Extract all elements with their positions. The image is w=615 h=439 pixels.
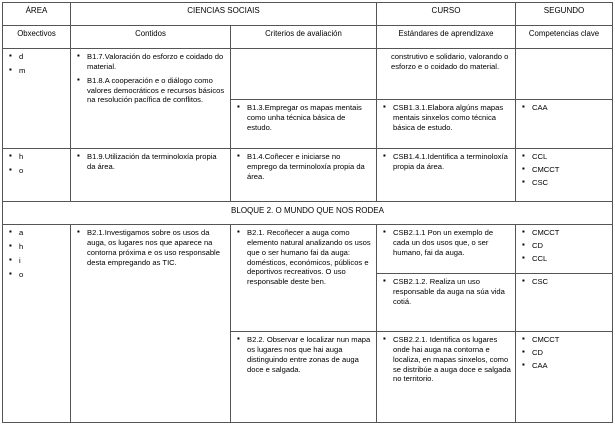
competences-list <box>520 152 608 188</box>
column-header-row <box>3 26 613 49</box>
standard-continuation-cell <box>377 49 516 100</box>
criteria-cell <box>231 225 377 332</box>
header-row <box>3 3 613 26</box>
competence-item: ▪ CD <box>522 241 608 251</box>
competences-cell <box>516 225 613 332</box>
content-item: ▪ B1.9.Utilización da terminoloxía propia da área. <box>77 152 226 172</box>
competence-part <box>516 273 612 293</box>
table-row <box>3 49 613 100</box>
objective-item: ▪ d <box>9 52 66 62</box>
course-value-header: SEGUNDO <box>516 3 613 26</box>
standards-list <box>381 152 511 172</box>
competence-item: ▪ CMCCT <box>522 335 608 345</box>
contents-list <box>75 52 226 105</box>
standards-cell <box>377 100 516 149</box>
criterion-item: ▪ B2.2. Observar e localizar nun mapa os lugares nos que hai auga distinguindo entre zonas de auga doce e salgada. <box>237 335 372 374</box>
course-label-header: CURSO <box>377 3 516 26</box>
competences-cell <box>516 100 613 149</box>
competences-cell <box>516 149 613 202</box>
content-item: ▪ B1.8.A cooperación e o diálogo como valores democráticos e recursos básicos na resolución pacífica de conflitos. <box>77 76 226 106</box>
standard-item: ▪ CSB1.4.1.Identifica a terminoloxía propia da área. <box>383 152 511 172</box>
competence-part <box>516 225 612 273</box>
criteria-cell <box>231 149 377 202</box>
objective-item: ▪ m <box>9 66 66 76</box>
objectives-cell <box>3 149 71 202</box>
table-row <box>3 149 613 202</box>
block2-title: BLOQUE 2. O MUNDO QUE NOS RODEA <box>3 202 613 225</box>
criteria-cell-empty <box>231 49 377 100</box>
competence-item: ▪ CCL <box>522 152 608 162</box>
area-header: ÁREA <box>3 3 71 26</box>
competences-cell-empty <box>516 49 613 100</box>
standards-list <box>381 277 511 307</box>
standard-item: ▪ CSB2.1.1 Pon un exemplo de cada un dos usos que, o ser humano, fai da auga. <box>383 228 511 258</box>
criteria-cell <box>231 332 377 423</box>
content-item: ▪ B2.1.Investigamos sobre os usos da auga, os lugares nos que aparece na contorna próxima e os uso responsable desta empregando as TIC. <box>77 228 226 267</box>
standard-item: ▪ CSB2.2.1. Identifica os lugares onde hai auga na contorna e localiza, en mapas sinxelos, como se distribúe a auga doce e salgada no territorio. <box>383 335 511 384</box>
table-row <box>3 225 613 332</box>
objective-item: ▪ h <box>9 242 66 252</box>
contents-cell <box>71 225 231 423</box>
competences-header: Competencias clave <box>516 26 613 49</box>
objectives-header: Obxectivos <box>3 26 71 49</box>
criteria-list <box>235 152 372 182</box>
objectives-list <box>7 152 66 176</box>
objective-item: ▪ i <box>9 256 66 266</box>
standard-item: ▪ CSB1.3.1.Elabora algúns mapas mentais sinxelos como técnica básica de estudo. <box>383 103 511 133</box>
standards-header: Estándares de aprendizaxe <box>377 26 516 49</box>
standard-part <box>377 273 515 314</box>
standard-continuation-text: construtivo e solidario, valorando o esforzo e o coidado do material. <box>391 52 509 71</box>
competence-item: ▪ CMCCT <box>522 228 608 238</box>
competences-list <box>520 228 608 264</box>
contents-list <box>75 228 226 267</box>
standard-part <box>377 225 515 273</box>
standards-cell <box>377 225 516 332</box>
standards-cell <box>377 149 516 202</box>
competences-list <box>520 335 608 371</box>
objective-item: ▪ h <box>9 152 66 162</box>
contents-cell <box>71 149 231 202</box>
criteria-list <box>235 335 372 374</box>
criteria-header: Criterios de avaliación <box>231 26 377 49</box>
competence-item: ▪ CAA <box>522 103 608 113</box>
standards-cell <box>377 332 516 423</box>
competences-list <box>520 277 608 287</box>
competences-list <box>520 103 608 113</box>
objective-item: ▪ o <box>9 270 66 280</box>
objective-item: ▪ a <box>9 228 66 238</box>
objectives-cell <box>3 49 71 149</box>
standards-list <box>381 335 511 384</box>
standards-list <box>381 228 511 258</box>
competence-item: ▪ CMCCT <box>522 165 608 175</box>
criteria-cell <box>231 100 377 149</box>
standard-item: ▪ CSB2.1.2. Realiza un uso responsable da auga na súa vida cotiá. <box>383 277 511 307</box>
competence-item: ▪ CAA <box>522 361 608 371</box>
contents-list <box>75 152 226 172</box>
competence-item: ▪ CD <box>522 348 608 358</box>
subject-header: CIENCIAS SOCIAIS <box>71 3 377 26</box>
curriculum-table <box>2 2 613 423</box>
objective-item: ▪ o <box>9 166 66 176</box>
criterion-item: ▪ B2.1. Recoñecer a auga como elemento natural analizando os usos que o ser humano fai da auga: domésticos, económicos, públicos e deportivos recreativos. O uso responsable deste ben. <box>237 228 372 287</box>
content-item: ▪ B1.7.Valoración do esforzo e coidado do material. <box>77 52 226 72</box>
objectives-cell <box>3 225 71 423</box>
competence-item: ▪ CSC <box>522 277 608 287</box>
block-title-row <box>3 202 613 225</box>
criteria-list <box>235 103 372 133</box>
criterion-item: ▪ B1.3.Empregar os mapas mentais como unha técnica básica de estudo. <box>237 103 372 133</box>
contents-cell <box>71 49 231 149</box>
competences-cell <box>516 332 613 423</box>
objectives-list <box>7 228 66 279</box>
contents-header: Contidos <box>71 26 231 49</box>
criterion-item: ▪ B1.4.Coñecer e iniciarse no emprego da terminoloxía propia da área. <box>237 152 372 182</box>
objectives-list <box>7 52 66 76</box>
competence-item: ▪ CCL <box>522 254 608 264</box>
competence-item: ▪ CSC <box>522 178 608 188</box>
standards-list <box>381 103 511 133</box>
criteria-list <box>235 228 372 287</box>
